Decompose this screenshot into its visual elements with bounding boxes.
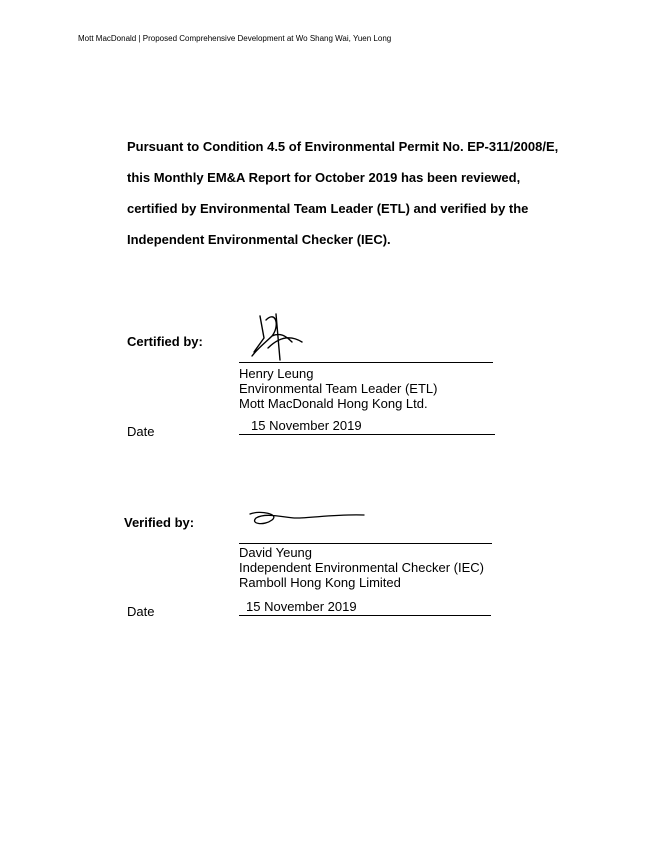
verified-date: 15 November 2019 — [246, 599, 357, 614]
verifier-name: David Yeung — [239, 545, 313, 560]
statement-line-2: this Monthly EM&A Report for October 2019 has been reviewed, — [127, 170, 521, 185]
certified-date: 15 November 2019 — [251, 418, 362, 433]
page-header: Mott MacDonald | Proposed Comprehensive Development at Wo Shang Wai, Yuen Long — [78, 34, 392, 43]
certified-by-label: Certified by: — [127, 334, 203, 349]
verified-date-label: Date — [127, 604, 155, 619]
etl-signature — [246, 306, 316, 362]
statement-line-1: Pursuant to Condition 4.5 of Environmental Permit No. EP-311/2008/E, — [127, 139, 559, 154]
certified-date-line — [239, 434, 495, 435]
statement-line-3: certified by Environmental Team Leader (ETL) and verified by the — [127, 201, 529, 216]
iec-signature — [246, 508, 370, 528]
verifier-title: Independent Environmental Checker (IEC) — [239, 560, 484, 575]
certified-date-label: Date — [127, 424, 155, 439]
certified-signature-line — [239, 362, 493, 363]
verified-by-label: Verified by: — [124, 515, 195, 530]
verified-date-line — [239, 615, 491, 616]
verified-signature-line — [239, 543, 492, 544]
verifier-company: Ramboll Hong Kong Limited — [239, 575, 401, 590]
certifier-company: Mott MacDonald Hong Kong Ltd. — [239, 396, 428, 411]
certifier-name: Henry Leung — [239, 366, 314, 381]
certifier-title: Environmental Team Leader (ETL) — [239, 381, 438, 396]
statement-line-4: Independent Environmental Checker (IEC). — [127, 232, 391, 247]
